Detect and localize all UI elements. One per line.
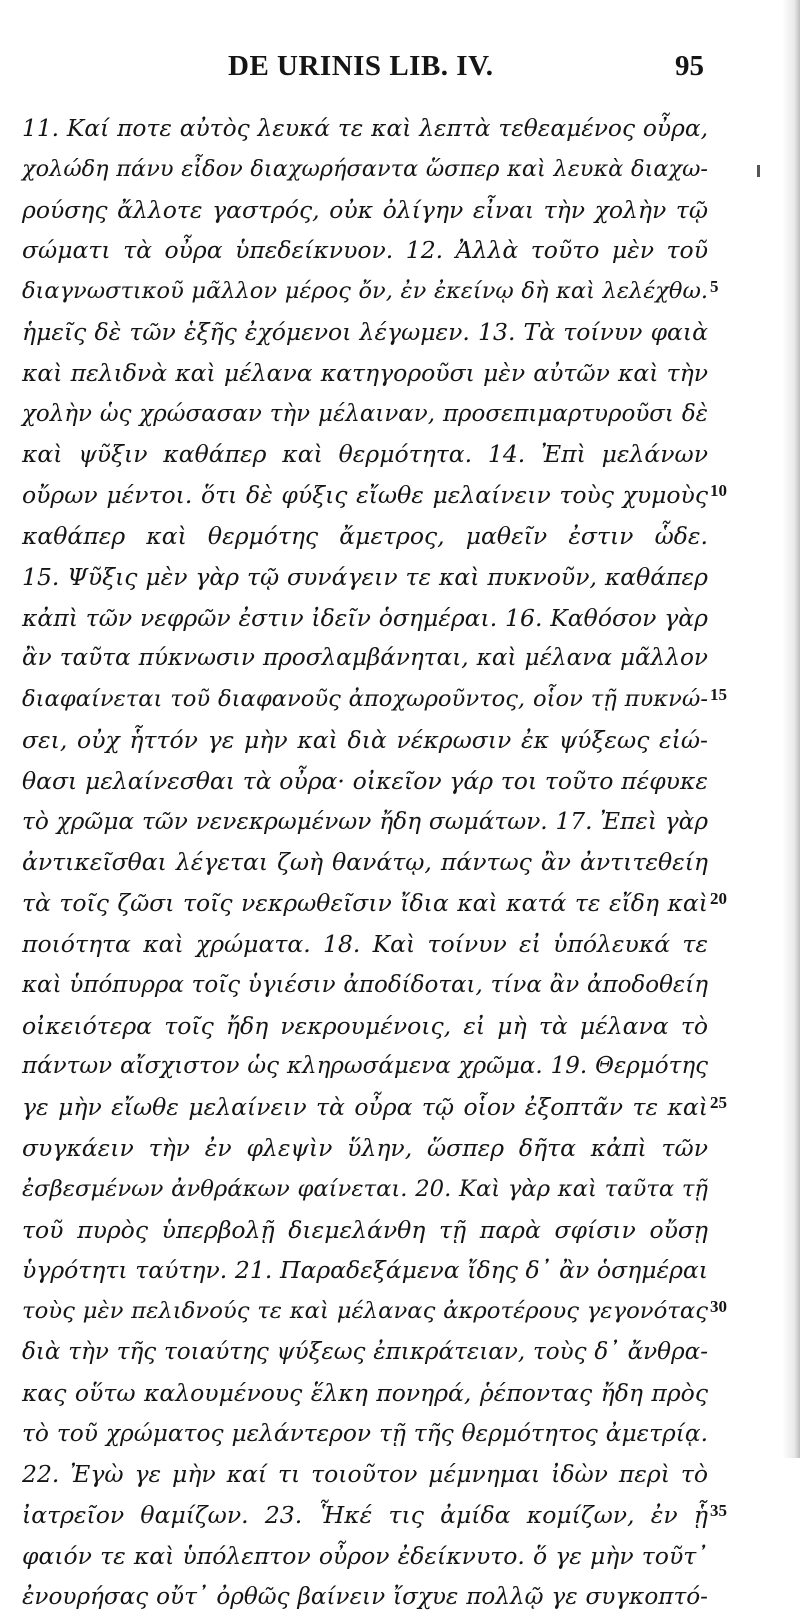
margin-line-number: 35 [710,1501,727,1521]
text-line: τοὺς μὲν πελιδνούς τε καὶ μέλανας ἀκροτέρους γεγονότας [22,1298,708,1325]
text-line: φαιόν τε καὶ ὑπόλεπτον οὖρον ἐδείκνυτο. ὅ γε μὴν τοῦτ᾽ [22,1541,708,1570]
margin-line-number: 30 [710,1297,727,1317]
text-line: ἐσβεσμένων ἀνθράκων φαίνεται. 20. Καὶ γὰρ καὶ ταῦτα τῇ [22,1175,708,1202]
text-line: συγκάειν τὴν ἐν φλεψὶν ὕλην, ὥσπερ δῆτα κἀπὶ τῶν [22,1133,708,1162]
page-header [0,50,800,90]
margin-line-number: 5 [710,277,719,297]
text-line: χολώδη πάνυ εἶδον διαχωρήσαντα ὥσπερ καὶ λευκὰ διαχω- [22,155,708,182]
page-edge-shadow [782,0,800,1458]
text-line: οὔρων μέντοι. ὅτι δὲ φύξις εἴωθε μελαίνειν τοὺς χυμοὺς [22,481,708,510]
text-line: ἐνουρήσας οὔτ᾽ ὀρθῶς βαίνειν ἴσχυε πολλῷ γε συγκοπτό- [22,1583,708,1610]
margin-line-number: 20 [710,889,727,909]
text-line: ἡμεῖς δὲ τῶν ἑξῆς ἐχόμενοι λέγωμεν. 13. Τὰ τοίνυν φαιὰ [22,317,708,346]
text-line: καθάπερ καὶ θερμότης ἄμετρος, μαθεῖν ἐστιν ὧδε. [22,521,708,550]
text-line: τὸ τοῦ χρώματος μελάντερον τῇ τῆς θερμότητος ἀμετρίᾳ. [22,1419,708,1447]
text-line: 22. Ἐγὼ γε μὴν καί τι τοιοῦτον μέμνημαι ἰδὼν περὶ τὸ [22,1460,708,1489]
text-line: ρούσης ἄλλοτε γαστρός, οὐκ ὀλίγην εἶναι τὴν χολὴν τῷ [22,195,708,224]
text-line: ἂν ταῦτα πύκνωσιν προσλαμβάνηται, καὶ μέλανα μᾶλλον [22,645,708,672]
margin-line-number: 25 [710,1093,727,1113]
text-line: τὸ χρῶμα τῶν νενεκρωμένων ἤδη σωμάτων. 17. Ἐπεὶ γὰρ [22,807,708,835]
body-text [22,108,708,1617]
text-line: 11. Καί ποτε αὐτὸς λευκά τε καὶ λεπτὰ τεθεαμένος οὖρα, [22,114,708,142]
text-line: καὶ ψῦξιν καθάπερ καὶ θερμότητα. 14. Ἐπὶ μελάνων [22,440,708,469]
text-line: ὑγρότητι ταύτην. 21. Παραδεξάμενα ἴδης δ᾽ ἂν ὁσημέραι [22,1256,708,1285]
text-line: διὰ τὴν τῆς τοιαύτης ψύξεως ἐπικράτειαν, τοὺς δ᾽ ἄνθρα- [22,1338,708,1365]
text-line: κἀπὶ τῶν νεφρῶν ἐστιν ἰδεῖν ὁσημέραι. 16. Καθόσον γὰρ [22,603,708,632]
running-title: DE URINIS LIB. IV. [228,50,494,82]
text-line: τοῦ πυρὸς ὑπερβολῇ διεμελάνθη τῇ παρὰ σφίσιν οὔσῃ [22,1215,708,1244]
text-line: τὰ τοῖς ζῶσι τοῖς νεκρωθεῖσιν ἴδια καὶ κατά τε εἴδη καὶ [22,889,708,918]
text-line: κας οὕτω καλουμένους ἕλκη πονηρά, ῥέποντας ἤδη πρὸς [22,1378,708,1407]
text-line: σώματι τὰ οὖρα ὑπεδείκνυον. 12. Ἀλλὰ τοῦτο μὲν τοῦ [22,236,708,265]
page-number: 95 [675,50,704,82]
text-line: καὶ ὑπόπυρρα τοῖς ὑγιέσιν ἀποδίδοται, τίνα ἂν ἀποδοθείη [22,971,708,998]
text-line: ἰατρεῖον θαμίζων. 23. Ἧκέ τις ἀμίδα κομίζων, ἐν ᾗ [22,1501,708,1530]
text-line: θασι μελαίνεσθαι τὰ οὖρα· οἰκεῖον γάρ τοι τοῦτο πέφυκε [22,766,708,795]
text-line: γε μὴν εἴωθε μελαίνειν τὰ οὖρα τῷ οἷον ἐξοπτᾶν τε καὶ [22,1093,708,1122]
margin-line-number: 10 [710,481,727,501]
margin-mark [757,165,760,177]
text-line: ἀντικεῖσθαι λέγεται ζωὴ θανάτῳ, πάντως ἂν ἀντιτεθείη [22,848,708,877]
text-line: πάντων αἴσχιστον ὡς κληρωσάμενα χρῶμα. 19. Θερμότης [22,1053,708,1080]
text-line: οἰκειότερα τοῖς ἤδη νεκρουμένοις, εἰ μὴ τὰ μέλανα τὸ [22,1011,708,1040]
text-line: σει, οὐχ ἧττόν γε μὴν καὶ διὰ νέκρωσιν ἐκ ψύξεως εἰώ- [22,725,708,754]
text-line: διαγνωστικοῦ μᾶλλον μέρος ὄν, ἐν ἐκείνῳ δὴ καὶ λελέχθω. [22,278,708,305]
margin-line-number: 15 [710,685,727,705]
text-line: 15. Ψῦξις μὲν γὰρ τῷ συνάγειν τε καὶ πυκνοῦν, καθάπερ [22,562,708,591]
text-line: καὶ πελιδνὰ καὶ μέλανα κατηγοροῦσι μὲν αὐτῶν καὶ τὴν [22,358,708,387]
text-line: χολὴν ὡς χρώσασαν τὴν μέλαιναν, προσεπιμαρτυροῦσι δὲ [22,400,708,427]
text-line: ποιότητα καὶ χρώματα. 18. Καὶ τοίνυν εἰ ὑπόλευκά τε [22,929,708,958]
text-line: διαφαίνεται τοῦ διαφανοῦς ἀποχωροῦντος, οἷον τῇ πυκνώ- [22,686,708,713]
